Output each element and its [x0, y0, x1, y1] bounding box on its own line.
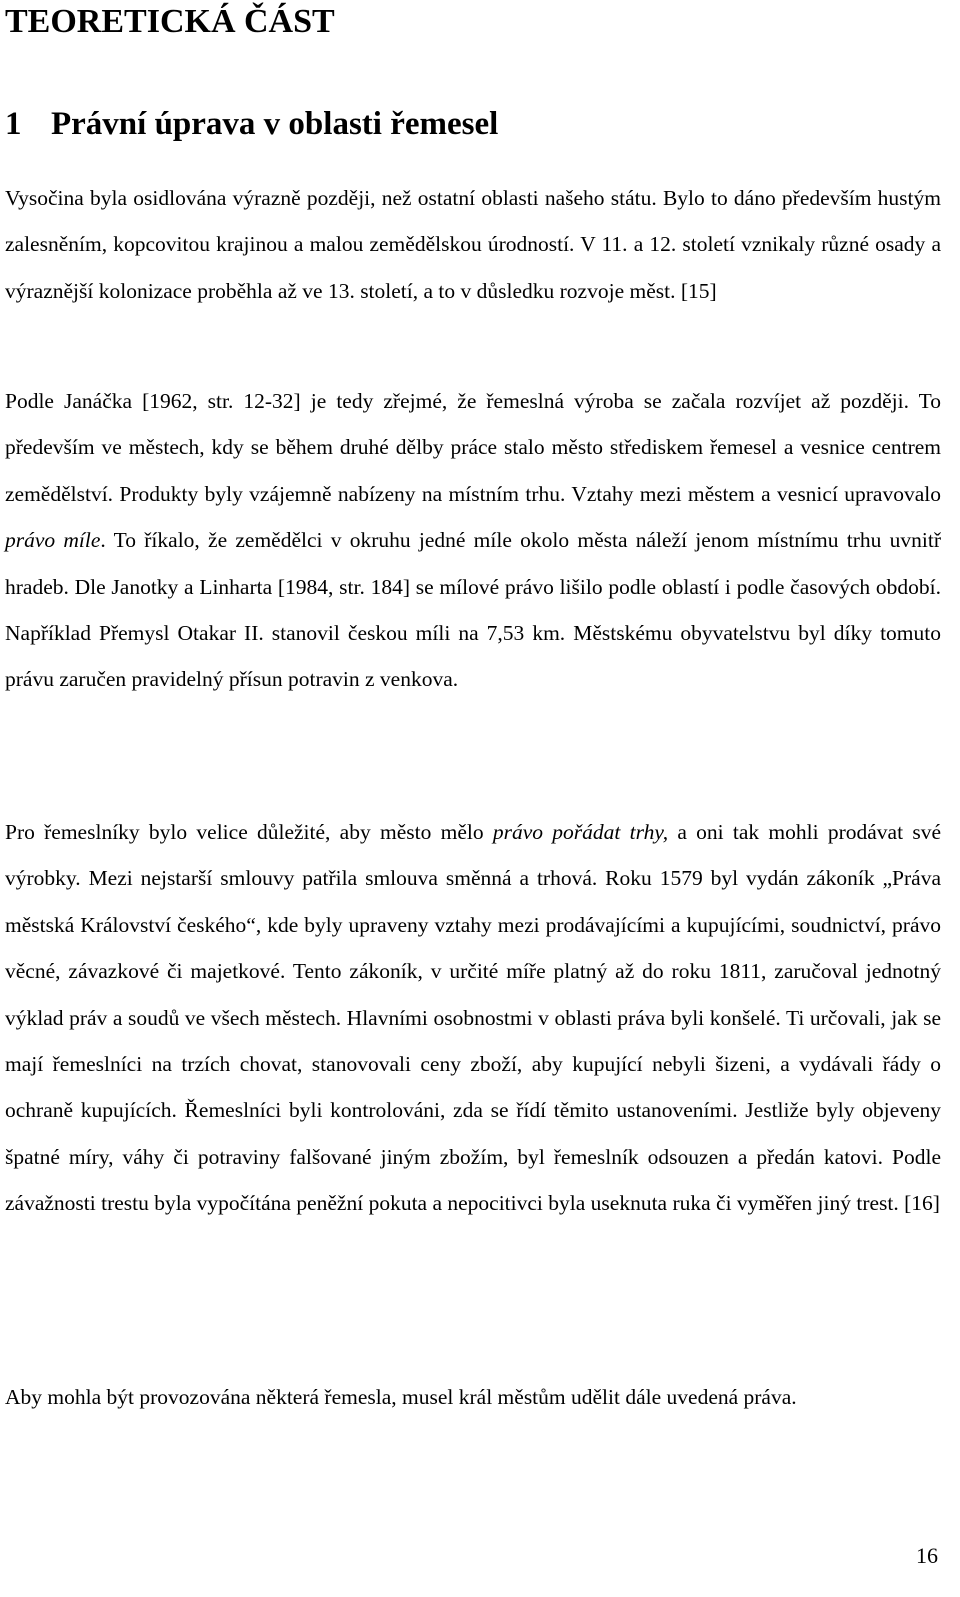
paragraph-market-law-part-b: a oni tak mohli prodávat své výrobky. Mezi nejstarší smlouvy patřila smlouva směnná a trhová. Roku 1579 byl vydán zákoník „Práva městská Království českého“, kde byly upraveny vztahy mezi prodávajícími a kupujícími, soudnictví, právo věcné, závazkové či majetkové. Tento zákoník, v určité míře platný až do roku 1811, zaručoval jednotný výklad práv a soudů ve všech městech. Hlavními osobnostmi v oblasti práva byli konšelé. Ti určovali, jak se mají řemeslníci na trzích chovat, stanovovali ceny zboží, aby kupující nebyli šizeni, a vydávali řády o ochraně kupujících. Řemeslníci byli kontrolováni, zda se řídí těmito ustanoveními. Jestliže byly objeveny špatné míry, váhy či potraviny falšované jiným zbožím, byl řemeslník odsouzen a předán katovi. Podle závažnosti trestu byla vypočítána peněžní pokuta a nepocitivci byla useknuta ruka či vyměřen jiný trest. [16]: [5, 820, 942, 1216]
paragraph-market-law-part-a: Pro řemeslníky bylo velice důležité, aby město mělo: [5, 820, 493, 844]
chapter-number: 1: [5, 106, 22, 142]
paragraph-royal-rights: Aby mohla být provozována některá řemesla, musel král městům udělit dále uvedená práva.: [5, 1385, 797, 1409]
term-pravo-mile: právo míle: [5, 528, 101, 553]
chapter-title-text: Právní úprava v oblasti řemesel: [51, 106, 499, 142]
part-title: TEORETICKÁ ČÁST: [5, 3, 335, 40]
page-number: 16: [916, 1543, 938, 1568]
paragraph-settlement: Vysočina byla osidlována výrazně později, než ostatní oblasti našeho státu. Bylo to dáno především hustým zalesněním, kopcovitou krajinou a malou zemědělskou úrodností. V 11. a 12. století vznikaly různé osady a výraznější kolonizace proběhla až ve 13. století, a to v důsledku rozvoje měst. [15]: [5, 186, 941, 303]
paragraph-crafts-origin-part-b: . To říkalo, že zemědělci v okruhu jedné míle okolo města náleží jenom místnímu trhu uvnitř hradeb. Dle Janotky a Linharta [1984, str. 184] se mílové právo lišilo podle oblastí i podle časových období. Například Přemysl Otakar II. stanovil českou míli na 7,53 km. Městskému obyvatelstvu byl díky tomuto právu zaručen pravidelný přísun potravin z venkova.: [5, 528, 941, 692]
paragraph-crafts-origin: [5, 378, 941, 703]
term-pravo-poradat-trhy: právo pořádat trhy,: [492, 820, 669, 844]
paragraph-market-law: [5, 809, 941, 1227]
chapter-title: [5, 104, 498, 144]
paragraph-crafts-origin-part-a: Podle Janáčka [1962, str. 12-32] je tedy zřejmé, že řemeslná výroba se začala rozvíjet až později. To především ve městech, kdy se během druhé dělby práce stalo město střediskem řemesel a vesnice centrem zemědělství. Produkty byly vzájemně nabízeny na místním trhu. Vztahy mezi městem a vesnicí upravovalo: [5, 389, 941, 506]
